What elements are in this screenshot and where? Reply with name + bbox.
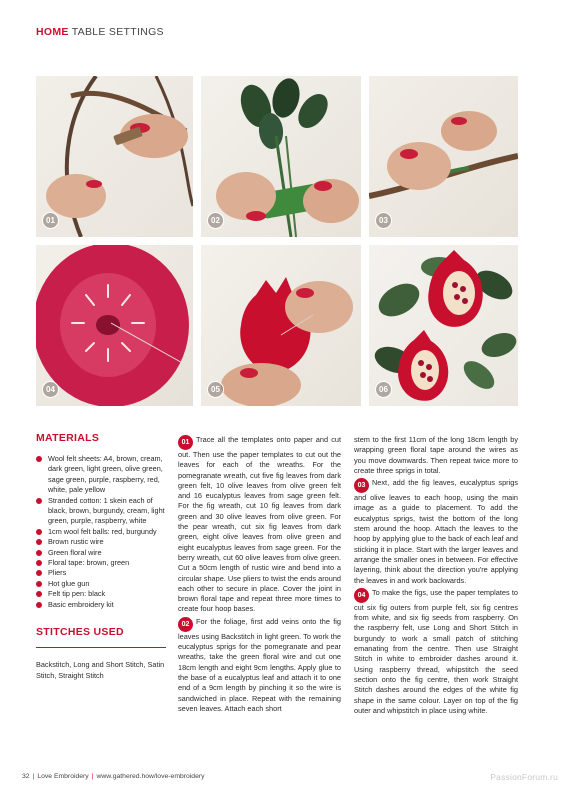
step-photo-grid xyxy=(36,76,518,406)
photo-number-badge: 02 xyxy=(207,212,224,229)
photo-number-badge: 03 xyxy=(375,212,392,229)
list-item: 1cm wool felt balls: red, burgundy xyxy=(36,527,166,537)
step-photo-02 xyxy=(201,76,361,237)
list-item: Basic embroidery kit xyxy=(36,600,166,610)
instruction-step-04 xyxy=(354,588,518,716)
step-text: stem to the first 11cm of the long 18cm length by wrapping green floral tape around the wires as you move downwards. Then repeat twice more to create three sprigs in total. xyxy=(354,435,518,475)
step-number-badge: 03 xyxy=(354,478,369,493)
instruction-step-02-continued xyxy=(354,435,518,476)
subsection-label: TABLE SETTINGS xyxy=(71,26,164,38)
step-photo-01 xyxy=(36,76,193,237)
instruction-step-03 xyxy=(354,478,518,586)
list-item: Hot glue gun xyxy=(36,579,166,589)
pomegranate-sewing-illustration xyxy=(201,245,361,406)
footer-separator: | xyxy=(91,773,94,780)
photo-number-badge: 06 xyxy=(375,381,392,398)
step-text: To make the figs, use the paper templates to cut six fig outers from purple felt, six fig centres from white, and six fig seeds from raspberry. On the raspberry felt, use Long and Short Stitch in burgundy to work a small patch of stitching emanating from the centre. Then use Straight Stitch in white to embroider dashes around it. Using raspberry thread, whipstitch the seed section onto the fig centre, then work Straight Stitch dashes around the edges of the white fig shape in the same colour. Layer on top of the fig outer and whipstitch in place using white. xyxy=(354,587,518,715)
materials-list xyxy=(36,454,166,610)
bullet-dot-icon xyxy=(36,570,42,576)
bullet-dot-icon xyxy=(36,456,42,462)
step-number-badge: 04 xyxy=(354,588,369,603)
instructions-column-2 xyxy=(354,435,518,718)
eucalyptus-sprig-illustration xyxy=(201,76,361,237)
section-label: HOME xyxy=(36,26,69,38)
sprig-twisting-illustration xyxy=(369,76,518,237)
list-item: Wool felt sheets: A4, brown, cream, dark green, light green, olive green, sage green, purple, raspberry, red, white, pale yellow xyxy=(36,454,166,496)
step-photo-04 xyxy=(36,245,193,406)
magazine-name: Love Embroidery xyxy=(37,773,89,780)
list-item: Felt tip pen: black xyxy=(36,589,166,599)
stitches-text: Backstitch, Long and Short Stitch, Satin Stitch, Straight Stitch xyxy=(36,660,165,680)
wire-hoop-taping-illustration xyxy=(36,76,193,237)
step-number-badge: 01 xyxy=(178,435,193,450)
list-item: Green floral wire xyxy=(36,548,166,558)
step-text: Trace all the templates onto paper and cut out. Then use the paper templates to cut out the leaves for each of the wreaths. For the pomegranate wreath, cut five fig leaves from dark green felt, 10 olive leaves from olive green felt and 16 eucalyptus leaves from sage green felt. For the fig wreath, cut 10 fig leaves from dark green and 30 olive leaves from olive green. For the pear wreath, cut six fig leaves from dark green, eight olive leaves from olive green and eight eucalyptus leaves from sage green. For the berry wreath, cut 60 olive leaves from olive green. Cut a 50cm length of rustic wire and bend into a circular shape. Use pliers to twist the ends around each other to secure in place. Cover the joint in brown floral tape and repeat three more times to create four hoop bases. xyxy=(178,435,341,614)
fig-embroidery-illustration xyxy=(36,245,193,406)
page-number: 32 xyxy=(22,773,30,780)
bullet-dot-icon xyxy=(36,581,42,587)
bullet-dot-icon xyxy=(36,560,42,566)
magazine-url[interactable]: www.gathered.how/love-embroidery xyxy=(96,773,205,780)
bullet-dot-icon xyxy=(36,550,42,556)
page-header xyxy=(36,26,164,38)
page-footer xyxy=(22,773,205,780)
step-photo-03 xyxy=(369,76,518,237)
bullet-dot-icon xyxy=(36,529,42,535)
step-text: For the foliage, first add veins onto the fig leaves using Backstitch in light green. To work the eucalyptus sprigs for the pomegranate and pear wreaths, take the green floral wire and cut one 18cm length and eight 9cm lengths. Apply glue to the base of a eucalyptus leaf and attach it to one end of a 9cm length by pinching it so the wire is sandwiched in place. Repeat with the remaining seven leaves. Attach each short xyxy=(178,616,341,713)
section-divider xyxy=(36,647,166,648)
list-item: Floral tape: brown, green xyxy=(36,558,166,568)
materials-sidebar xyxy=(36,432,166,681)
finished-wreath-detail-illustration xyxy=(369,245,518,406)
instruction-step-02 xyxy=(178,617,341,714)
instruction-step-01 xyxy=(178,435,341,615)
bullet-dot-icon xyxy=(36,539,42,545)
photo-number-badge: 05 xyxy=(207,381,224,398)
step-text: Next, add the fig leaves, eucalyptus sprigs and olive leaves to each hoop, using the main image as a guide to placement. To add the eucalyptus sprigs, twist the bottom of the long stem around the hoop. Attach the leaves to the hoop by applying glue to the back of each leaf and sticking it in place. Start with the larger leaves and arrange the smaller ones in between. For effective layering, think about the direction you're applying the leaves in and work backwards. xyxy=(354,478,518,585)
bullet-dot-icon xyxy=(36,498,42,504)
site-watermark: PassionForum.ru xyxy=(490,772,558,782)
photo-number-badge: 01 xyxy=(42,212,59,229)
instructions-column-1 xyxy=(178,435,341,716)
list-item: Brown rustic wire xyxy=(36,537,166,547)
photo-number-badge: 04 xyxy=(42,381,59,398)
bullet-dot-icon xyxy=(36,602,42,608)
bullet-dot-icon xyxy=(36,591,42,597)
step-number-badge: 02 xyxy=(178,617,193,632)
materials-heading: MATERIALS xyxy=(36,432,100,444)
step-photo-05 xyxy=(201,245,361,406)
step-photo-06 xyxy=(369,245,518,406)
stitches-heading: STITCHES USED xyxy=(36,626,124,639)
list-item: Pliers xyxy=(36,568,166,578)
list-item: Stranded cotton: 1 skein each of black, brown, burgundy, cream, light green, purple, raspberry, white xyxy=(36,496,166,527)
footer-separator: | xyxy=(32,773,35,780)
